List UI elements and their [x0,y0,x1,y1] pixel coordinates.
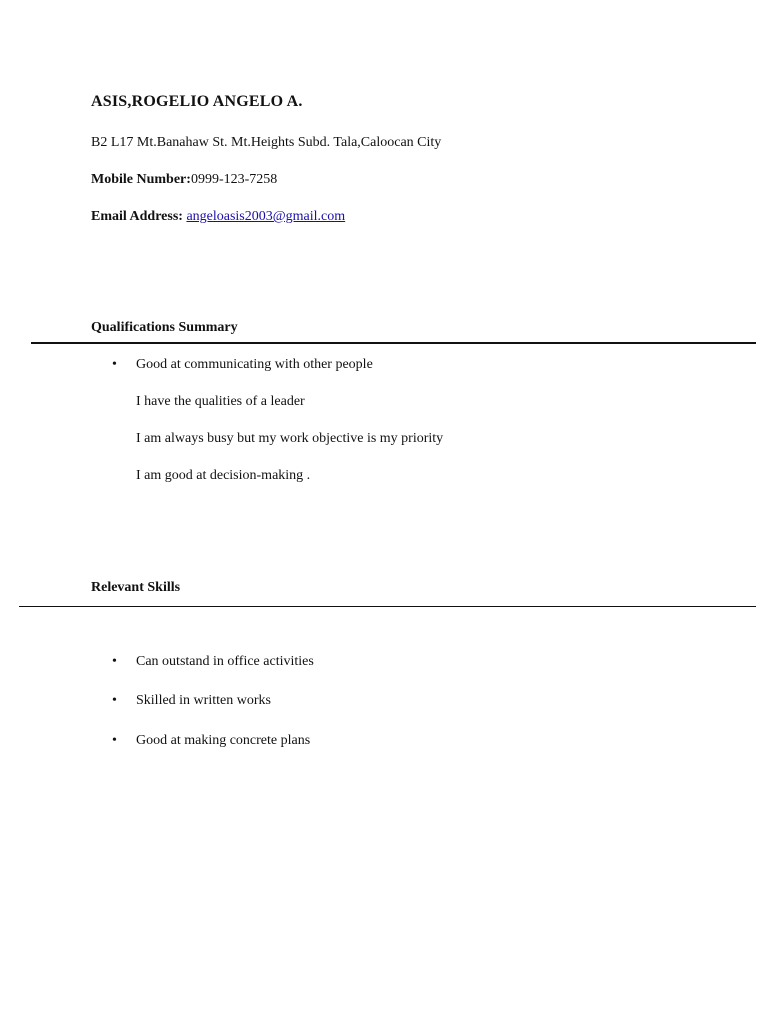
skill-item: Can outstand in office activities [136,654,314,669]
email-address-link[interactable]: angeloasis2003@gmail.com [186,209,346,224]
qualification-item: I have the qualities of a leader [136,394,305,409]
skill-item: Good at making concrete plans [136,733,311,748]
qualification-item: Good at communicating with other people [136,357,373,372]
email-address-line [91,209,345,225]
qualifications-summary-heading: Qualifications Summary [91,320,238,335]
skill-item: Skilled in written works [136,693,271,708]
bullet-icon: • [112,733,117,748]
home-address: B2 L17 Mt.Banahaw St. Mt.Heights Subd. Tala,Caloocan City [91,135,442,150]
mobile-number-label: Mobile Number: [91,172,191,187]
qualification-item: I am good at decision-making . [136,468,311,483]
qualification-item: I am always busy but my work objective is my priority [136,431,444,446]
bullet-icon: • [112,654,117,669]
skills-divider [19,606,756,607]
qualifications-divider [31,342,756,344]
mobile-number-value: 0999-123-7258 [190,172,278,187]
email-address-label: Email Address: [91,209,183,224]
mobile-number-line [91,172,277,188]
relevant-skills-heading: Relevant Skills [91,580,181,595]
applicant-name: ASIS,ROGELIO ANGELO A. [91,93,303,110]
bullet-icon: • [112,693,117,708]
bullet-icon: • [112,357,117,372]
